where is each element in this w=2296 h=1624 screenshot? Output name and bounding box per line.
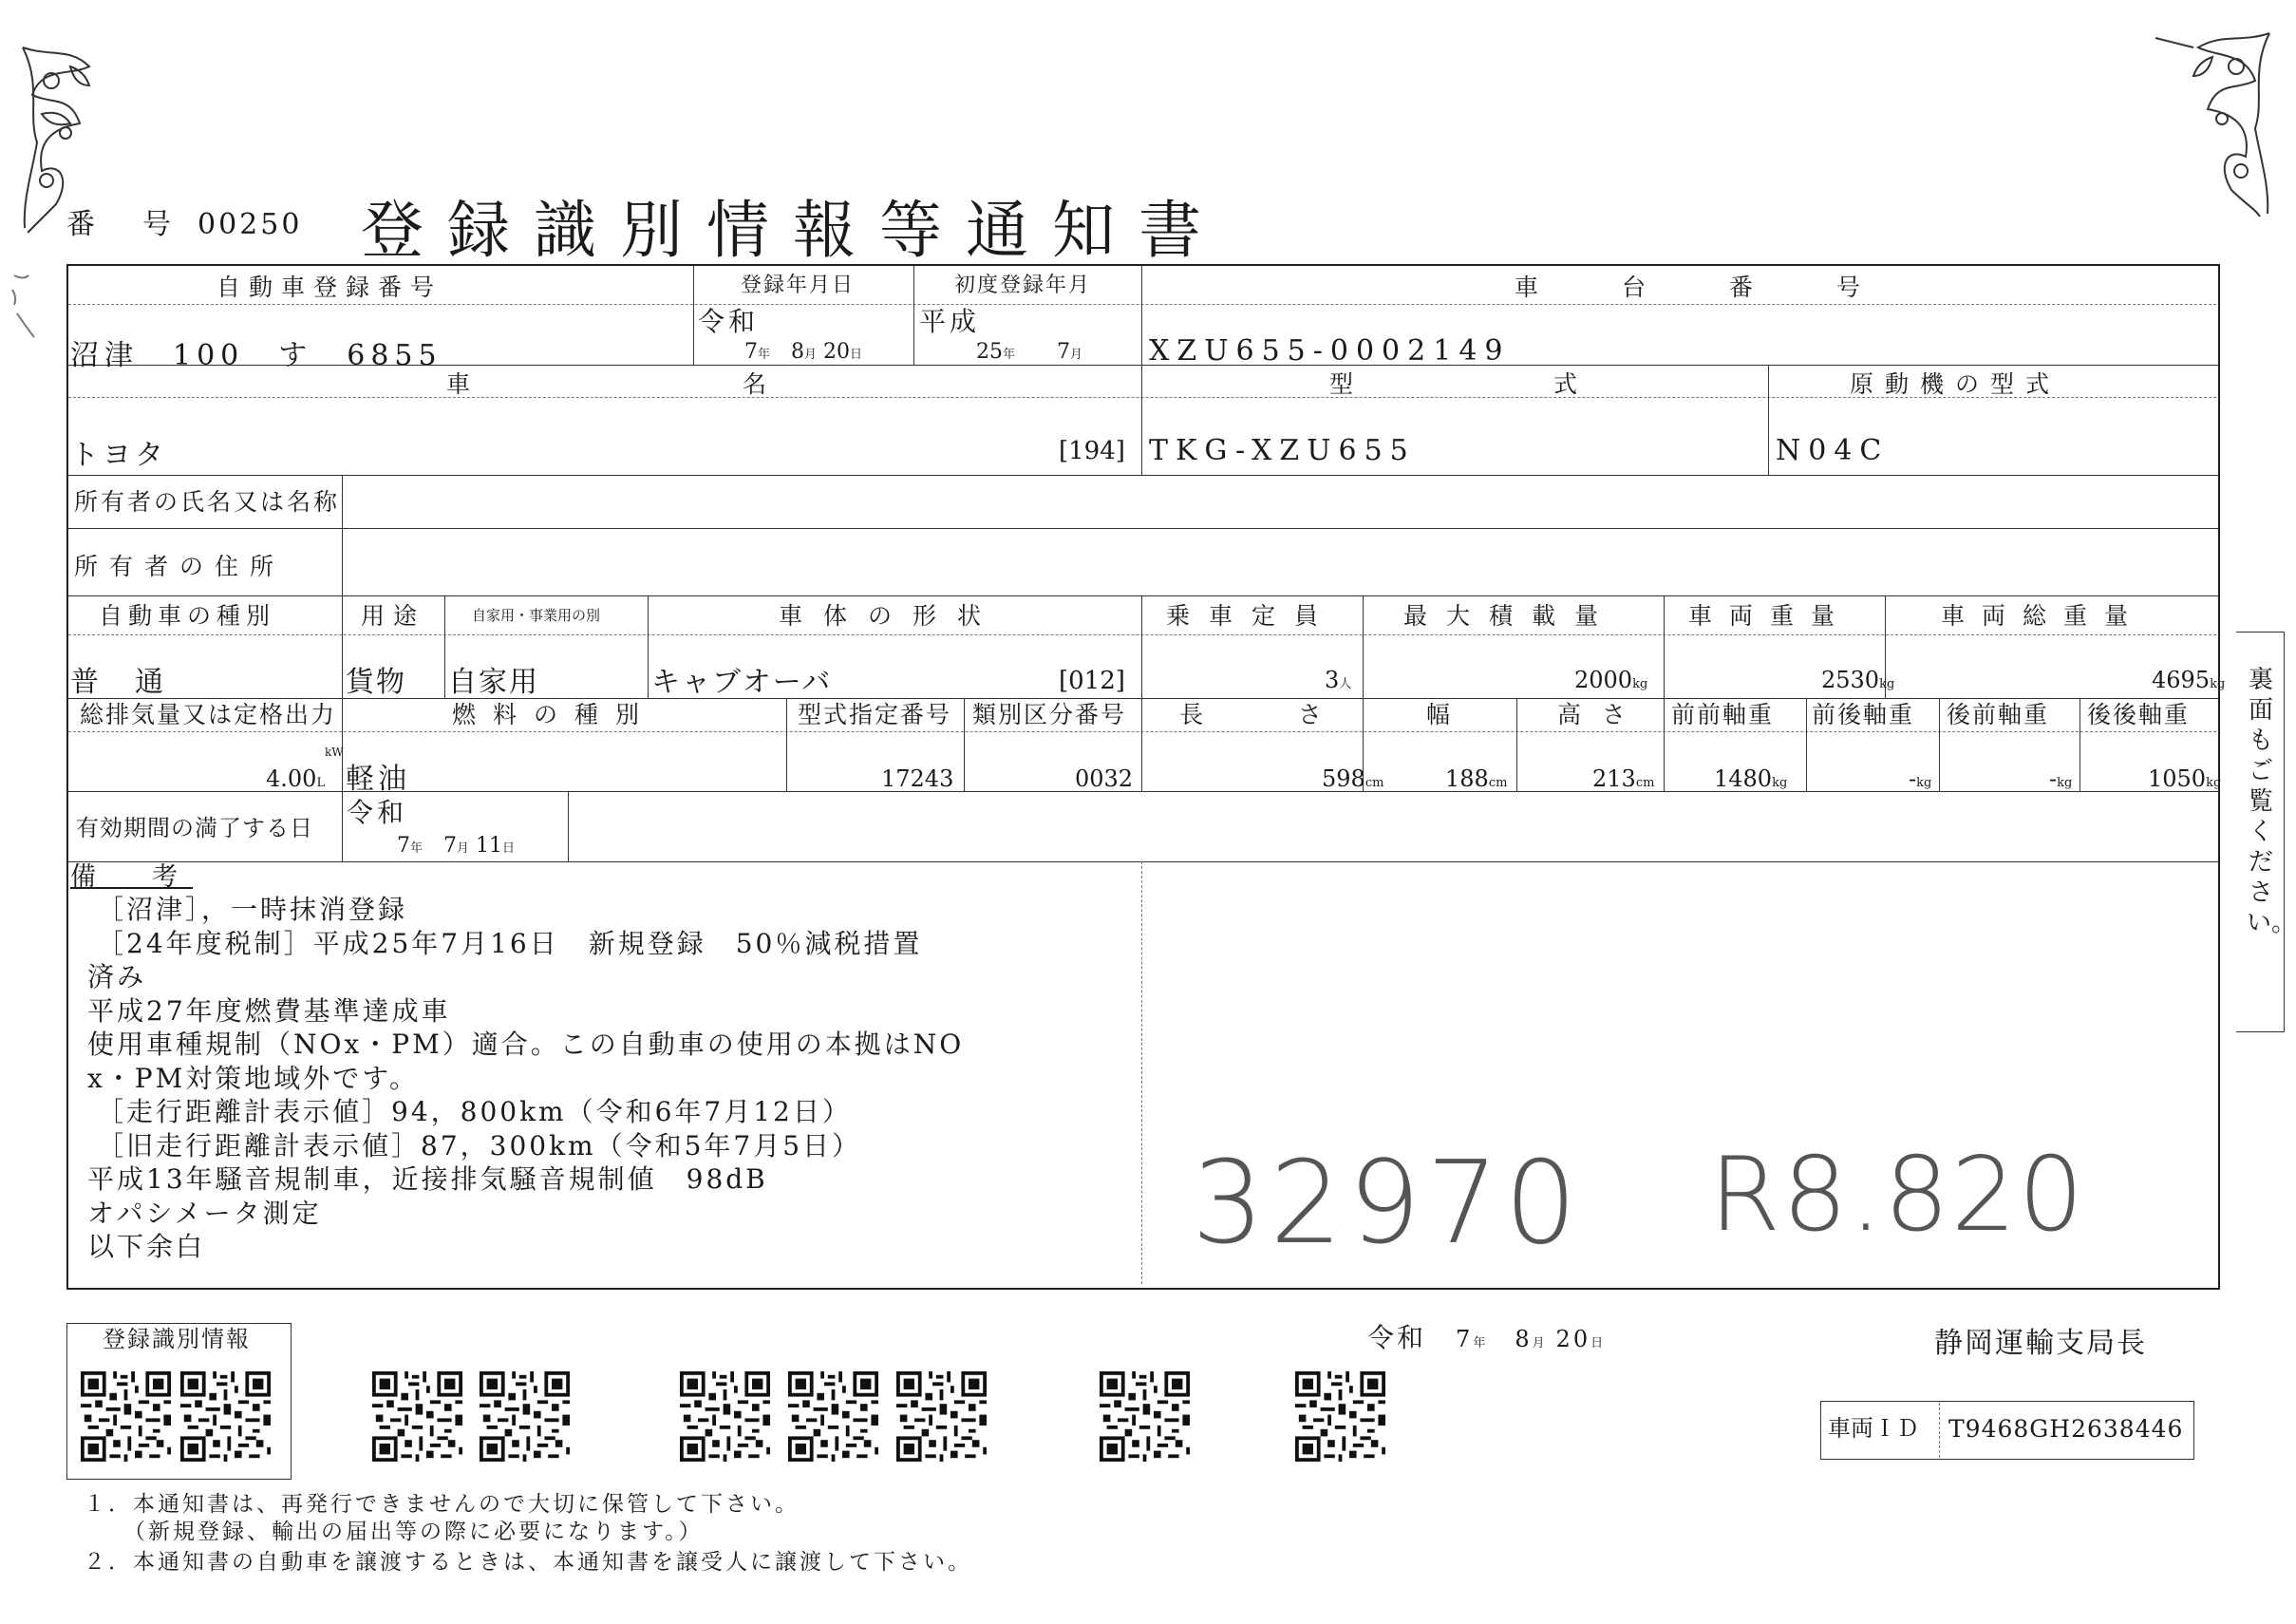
label-capacity: 乗車定員: [1166, 602, 1338, 630]
remarks-line: 平成27年度燃費基準達成車: [87, 994, 451, 1027]
label-expiry: 有効期間の満了する日: [76, 815, 313, 841]
label-displacement: 総排気量又は定格出力: [80, 701, 337, 728]
footer-note-1b: （新規登録、輸出の届出等の際に必要になります。）: [123, 1520, 704, 1544]
chassis-number: XZU655-0002149: [1149, 334, 1511, 368]
label-ff-axle: 前前軸重: [1671, 701, 1775, 728]
label-registration-number: 自動車登録番号: [216, 274, 443, 301]
remarks-line: 使用車種規制（NOx・PM）適合。この自動車の使用の本拠はNO: [87, 1029, 965, 1060]
label-chassis-number: 車台番号: [1515, 274, 1945, 301]
remarks-line: 済み: [87, 961, 147, 992]
width: 188cm: [1445, 765, 1508, 792]
remarks-list: [87, 893, 1137, 1264]
qr-code-icon: [372, 1371, 462, 1462]
label-use: 用途: [361, 602, 426, 630]
first-registration-date: 25年 7月: [976, 340, 1083, 364]
number-value: 00250: [198, 208, 303, 241]
number-label: 番 号: [66, 208, 180, 241]
vehicle-kind: 普 通: [70, 666, 167, 699]
label-fr-axle: 前後軸重: [1812, 701, 1915, 728]
handwritten-number: 32970: [1192, 1138, 1583, 1270]
label-width: 幅: [1426, 701, 1459, 728]
qr-code-icon: [1100, 1371, 1190, 1462]
label-private-business: 自家用・事業用の別: [472, 607, 601, 624]
label-vehicle-weight: 車両重量: [1688, 602, 1853, 630]
vehicle-id: T9468GH2638446: [1948, 1415, 2184, 1443]
label-gross-weight: 車両総重量: [1941, 602, 2146, 630]
qr-code-icon: [180, 1371, 271, 1462]
label-owner-name: 所有者の氏名又は名称: [74, 488, 341, 516]
label-max-load: 最大積載量: [1403, 602, 1618, 630]
label-model: 型: [1329, 370, 1363, 398]
label-remarks: 備 考: [70, 862, 193, 892]
label-first-registration: 初度登録年月: [954, 274, 1092, 297]
expiry-era: 令和: [347, 797, 408, 828]
registration-number: 沼津 100 す 6855: [70, 339, 442, 372]
registration-era: 令和: [698, 306, 760, 337]
vehicle-name: トヨタ: [70, 439, 167, 472]
footer-note-1: １．本通知書は、再発行できませんので大切に保管して下さい。: [84, 1492, 800, 1517]
qr-code-icon: [896, 1371, 987, 1462]
first-registration-era: 平成: [919, 306, 981, 337]
displacement: 4.00L: [266, 765, 326, 792]
registration-date: 7年 8月 20日: [744, 340, 863, 364]
remarks-line: x・PM対策地域外です。: [87, 1062, 420, 1094]
vehicle-id-label: 車両ＩＤ: [1828, 1415, 1919, 1442]
qr-code-icon: [81, 1371, 171, 1462]
qr-code-icon: [480, 1371, 570, 1462]
document-title: 登録識別情報等通知書: [361, 194, 1225, 267]
label-rf-axle: 後前軸重: [1947, 701, 2050, 728]
label-model-2: 式: [1553, 370, 1587, 398]
label-vehicle-name-2: 名: [743, 370, 776, 398]
length: 598cm: [1322, 765, 1384, 792]
remarks-line: 以下余白: [87, 1231, 206, 1262]
engine-model: N04C: [1776, 434, 1890, 467]
body-code: [012]: [1059, 667, 1125, 695]
height: 213cm: [1592, 765, 1655, 792]
side-note: 裏面もご覧ください。: [2247, 666, 2296, 937]
remarks-line: 平成13年騒音規制車，近接排気騒音規制値 98dB: [87, 1163, 768, 1195]
body-shape: キャブオーバ: [651, 666, 833, 699]
label-category-number: 類別区分番号: [972, 701, 1127, 728]
remarks-line: ［24年度税制］平成25年7月16日 新規登録 50％減税措置: [97, 927, 923, 959]
qr-code-icon: [1295, 1371, 1385, 1462]
label-vehicle-kind: 自動車の種別: [99, 602, 276, 630]
remarks-line: ［旧走行距離計表示値］87，300km（令和5年7月5日）: [97, 1129, 862, 1161]
issuer: 静岡運輸支局長: [1934, 1327, 2147, 1360]
label-height: 高さ: [1557, 701, 1647, 728]
corner-ornament-right-icon: [2146, 28, 2279, 218]
rf-axle: -kg: [2049, 765, 2073, 792]
label-body-shape: 車体の形状: [779, 602, 1003, 630]
rr-axle: 1050kg: [2148, 765, 2222, 792]
remarks-line: ［走行距離計表示値］94，800km（令和6年7月12日）: [97, 1096, 852, 1127]
remarks-line: ［沼津］，一時抹消登録: [97, 894, 408, 925]
handwritten-date: R8.820: [1709, 1136, 2086, 1255]
expiry-date: 7年 7月 11日: [397, 834, 516, 858]
label-owner-address: 所有者の住所: [74, 553, 286, 580]
vehicle-name-code: [194]: [1059, 437, 1125, 465]
model: TKG-XZU655: [1149, 434, 1416, 467]
label-registration-date: 登録年月日: [741, 274, 856, 297]
private-business: 自家用: [448, 666, 539, 699]
label-type-designation: 型式指定番号: [798, 701, 952, 728]
label-length: 長さ: [1179, 701, 1418, 728]
label-engine-model: 原動機の型式: [1850, 370, 2061, 398]
label-rr-axle: 後後軸重: [2087, 701, 2191, 728]
label-vehicle-name: 車: [446, 370, 480, 398]
label-fuel: 燃料の種別: [452, 701, 657, 728]
unit-kw: kW: [325, 746, 344, 759]
type-designation: 17243: [881, 765, 954, 792]
footer-note-2: ２．本通知書の自動車を譲渡するときは、本通知書を譲受人に譲渡して下さい。: [84, 1550, 972, 1575]
category-number: 0032: [1075, 765, 1134, 792]
qr-label: 登録識別情報: [103, 1326, 251, 1352]
fr-axle: -kg: [1909, 765, 1932, 792]
qr-code-icon: [680, 1371, 770, 1462]
fuel: 軽油: [346, 763, 410, 796]
gross-weight: 4695kg: [2152, 667, 2226, 693]
capacity: 3人: [1325, 667, 1352, 693]
max-load: 2000kg: [1574, 667, 1648, 693]
margin-mark-icon: [9, 271, 38, 347]
ff-axle: 1480kg: [1714, 765, 1788, 792]
vehicle-weight: 2530kg: [1821, 667, 1895, 693]
issue-date: 令和 7年 8月 20日: [1367, 1322, 1604, 1353]
remarks-line: オパシメータ測定: [87, 1197, 322, 1229]
qr-code-icon: [788, 1371, 878, 1462]
use: 貨物: [346, 666, 406, 699]
